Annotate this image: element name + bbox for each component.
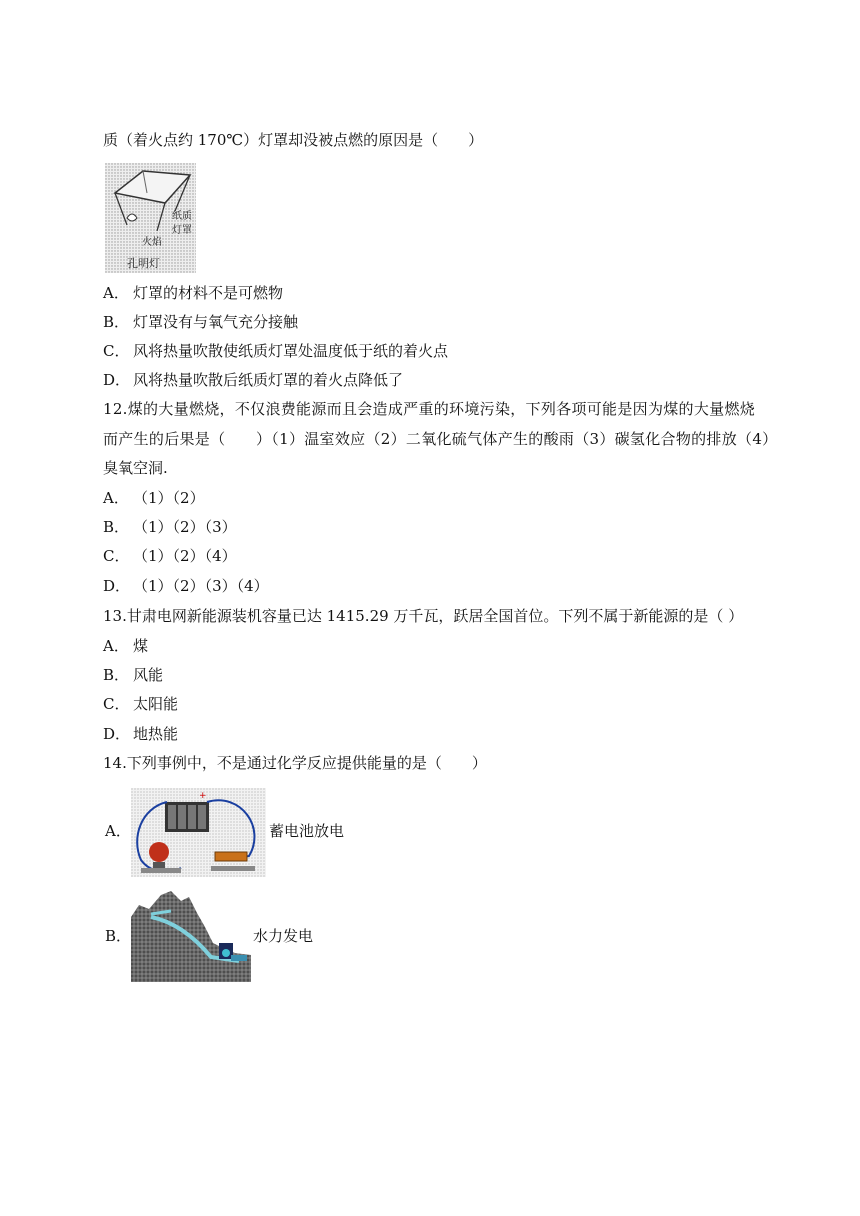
q12-option-b[interactable]: B． （1）（2）（3） (103, 518, 237, 536)
q11-option-d[interactable]: D． 风将热量吹散后纸质灯罩的着火点降低了 (103, 371, 404, 389)
q11-option-a[interactable]: A． 灯罩的材料不是可燃物 (103, 284, 284, 302)
q12-option-a[interactable]: A． （1）（2） (103, 489, 205, 507)
q13-option-c[interactable]: C． 太阳能 (103, 695, 179, 713)
battery-discharge-figure (131, 788, 266, 877)
q14-option-b-letter[interactable]: B． (105, 927, 132, 945)
q14-option-b-caption: 水力发电 (253, 927, 314, 945)
label-flame: 火焰 (142, 237, 162, 248)
q14-option-a-letter[interactable]: A． (105, 822, 131, 840)
q13-option-a[interactable]: A． 煤 (103, 637, 149, 655)
q11-option-c[interactable]: C． 风将热量吹散使纸质灯罩处温度低于纸的着火点 (103, 342, 449, 360)
q12-stem-line3: 臭氧空洞. (103, 459, 168, 477)
plus-sign: + (199, 791, 207, 801)
label-shade: 灯罩 (172, 225, 192, 236)
label-paper: 纸质 (172, 211, 192, 222)
q14-stem: 14.下列事例中，不是通过化学反应提供能量的是（ ） (103, 754, 487, 772)
q13-option-b[interactable]: B． 风能 (103, 666, 164, 684)
label-lamp: 孔明灯 (127, 257, 160, 270)
sky-lantern-figure (105, 163, 196, 273)
hydropower-figure (131, 887, 251, 982)
q13-stem: 13.甘肃电网新能源装机容量已达 1415.29 万千瓦，跃居全国首位。下列不属于新能源的是（ ） (103, 607, 744, 625)
q11-stem: 质（着火点约 170℃）灯罩却没被点燃的原因是（ ） (103, 131, 484, 149)
q11-option-b[interactable]: B． 灯罩没有与氧气充分接触 (103, 313, 299, 331)
q12-stem-line1: 12.煤的大量燃烧，不仅浪费能源而且会造成严重的环境污染，下列各项可能是因为煤的大量燃烧 (103, 400, 756, 418)
q14-option-a-caption: 蓄电池放电 (269, 822, 345, 840)
q12-option-d[interactable]: D． （1）（2）（3）（4） (103, 577, 269, 595)
q12-stem-line2: 而产生的后果是（ ）（1）温室效应（2）二氧化硫气体产生的酸雨（3）碳氢化合物的排放（4） (103, 430, 778, 448)
q13-option-d[interactable]: D． 地热能 (103, 725, 179, 743)
q12-option-c[interactable]: C． （1）（2）（4） (103, 547, 237, 565)
